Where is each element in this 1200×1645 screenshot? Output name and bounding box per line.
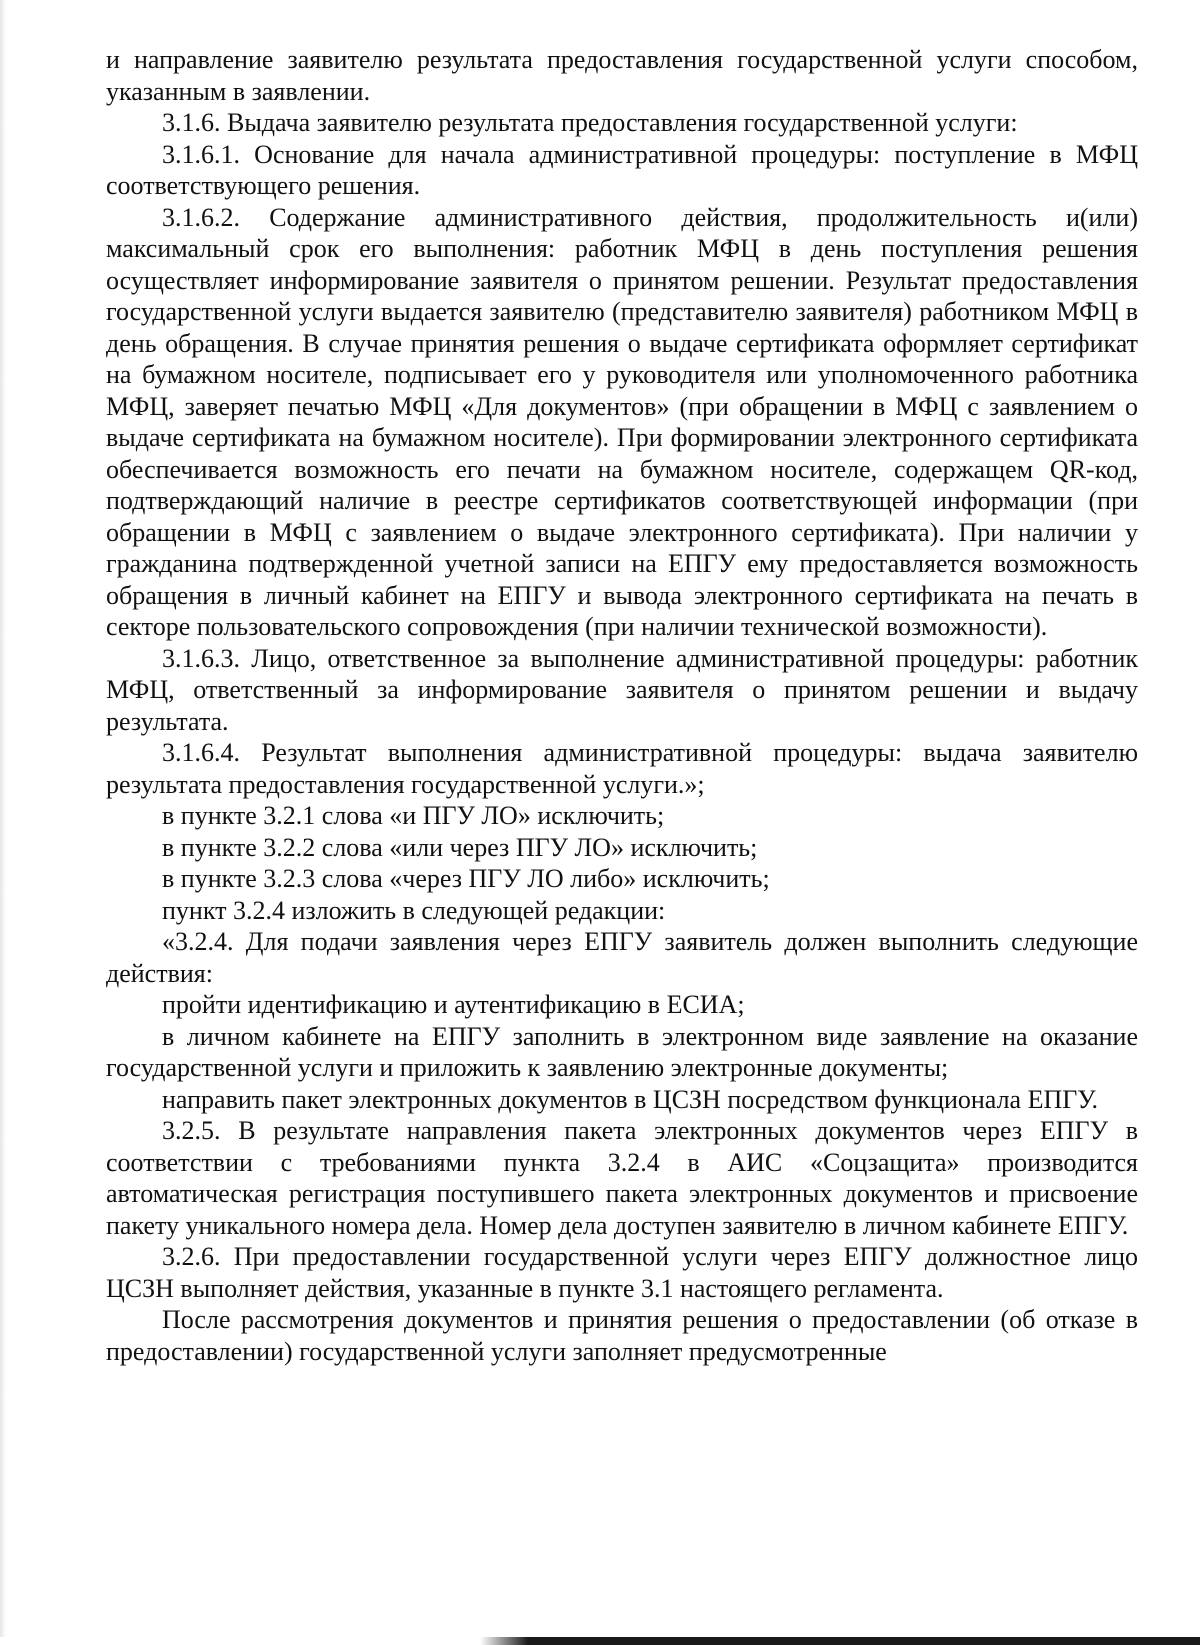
paragraph-3-1-6-1: 3.1.6.1. Основание для начала административной процедуры: поступление в МФЦ соответствующего решения. (106, 139, 1138, 200)
paragraph-step-fill: в личном кабинете на ЕПГУ заполнить в электронном виде заявление на оказание государственной услуги и приложить к заявлению электронные документы; (106, 1021, 1138, 1082)
paragraph-3-1-6-2: 3.1.6.2. Содержание административного действия, продолжительность и(или) максимальный срок его выполнения: работник МФЦ в день поступления решения осуществляет информирование заявителя о принятом решении. Результат предоставления государственной услуги выдается заявителю (представителю заявителя) работником МФЦ в день обращения. В случае принятия решения о выдаче сертификата оформляет сертификат на бумажном носителе, подписывает его у руководителя или уполномоченного работника МФЦ, заверяет печатью МФЦ «Для документов» (при обращении в МФЦ с заявлением о выдаче сертификата на бумажном носителе). При формировании электронного сертификата обеспечивается возможность его печати на бумажном носителе, содержащем QR-код, подтверждающий наличие в реестре сертификатов соответствующей информации (при обращении в МФЦ с заявлением о выдаче электронного сертификата). При наличии у гражданина подтвержденной учетной записи на ЕПГУ ему предоставляется возможность обращения в личный кабинет на ЕПГУ и вывода электронного сертификата на печать в секторе пользовательского сопровождения (при наличии технической возможности). (106, 202, 1138, 641)
paragraph-amend-3-2-4: пункт 3.2.4 изложить в следующей редакции: (162, 895, 666, 925)
paragraph-step-send: направить пакет электронных документов в ЦСЗН посредством функционала ЕПГУ. (162, 1084, 1098, 1114)
paragraph-3-1-6-3: 3.1.6.3. Лицо, ответственное за выполнение административной процедуры: работник МФЦ, ответственный за информирование заявителя о принятом решении и выдачу результата. (106, 643, 1138, 736)
paragraph-step-esia: пройти идентификацию и аутентификацию в ЕСИА; (162, 990, 745, 1019)
document-body (106, 44, 1138, 1367)
paragraph-3-1-6-4: 3.1.6.4. Результат выполнения административной процедуры: выдача заявителю результата предоставления государственной услуги.»; (106, 738, 1138, 799)
paragraph-amend-3-2-2: в пункте 3.2.2 слова «или через ПГУ ЛО» исключить; (162, 832, 758, 862)
paragraph-amend-3-2-1: в пункте 3.2.1 слова «и ПГУ ЛО» исключить; (162, 801, 665, 830)
scan-bottom-edge (0, 1637, 1200, 1645)
paragraph-continuation: и направление заявителю результата предоставления государственной услуги способом, указанным в заявлении. (106, 45, 1138, 106)
paragraph-amend-3-2-3: в пункте 3.2.3 слова «через ПГУ ЛО либо» исключить; (162, 864, 770, 893)
paragraph-3-2-5: 3.2.5. В результате направления пакета электронных документов через ЕПГУ в соответствии с требованиями пункта 3.2.4 в АИС «Соцзащита» производится автоматическая регистрация поступившего пакета электронных документов и присвоение пакету уникального номера дела. Номер дела доступен заявителю в личном кабинете ЕПГУ. (106, 1116, 1138, 1240)
paragraph-3-2-6: 3.2.6. При предоставлении государственной услуги через ЕПГУ должностное лицо ЦСЗН выполняет действия, указанные в пункте 3.1 настоящего регламента. (106, 1242, 1138, 1303)
paragraph-3-2-4: «3.2.4. Для подачи заявления через ЕПГУ заявитель должен выполнить следующие действия: (106, 927, 1138, 988)
scan-left-edge (0, 0, 6, 1645)
paragraph-3-1-6: 3.1.6. Выдача заявителю результата предоставления государственной услуги: (162, 108, 1018, 137)
paragraph-after-review: После рассмотрения документов и принятия решения о предоставлении (об отказе в предоставлении) государственной услуги заполняет предусмотренные (106, 1305, 1138, 1366)
